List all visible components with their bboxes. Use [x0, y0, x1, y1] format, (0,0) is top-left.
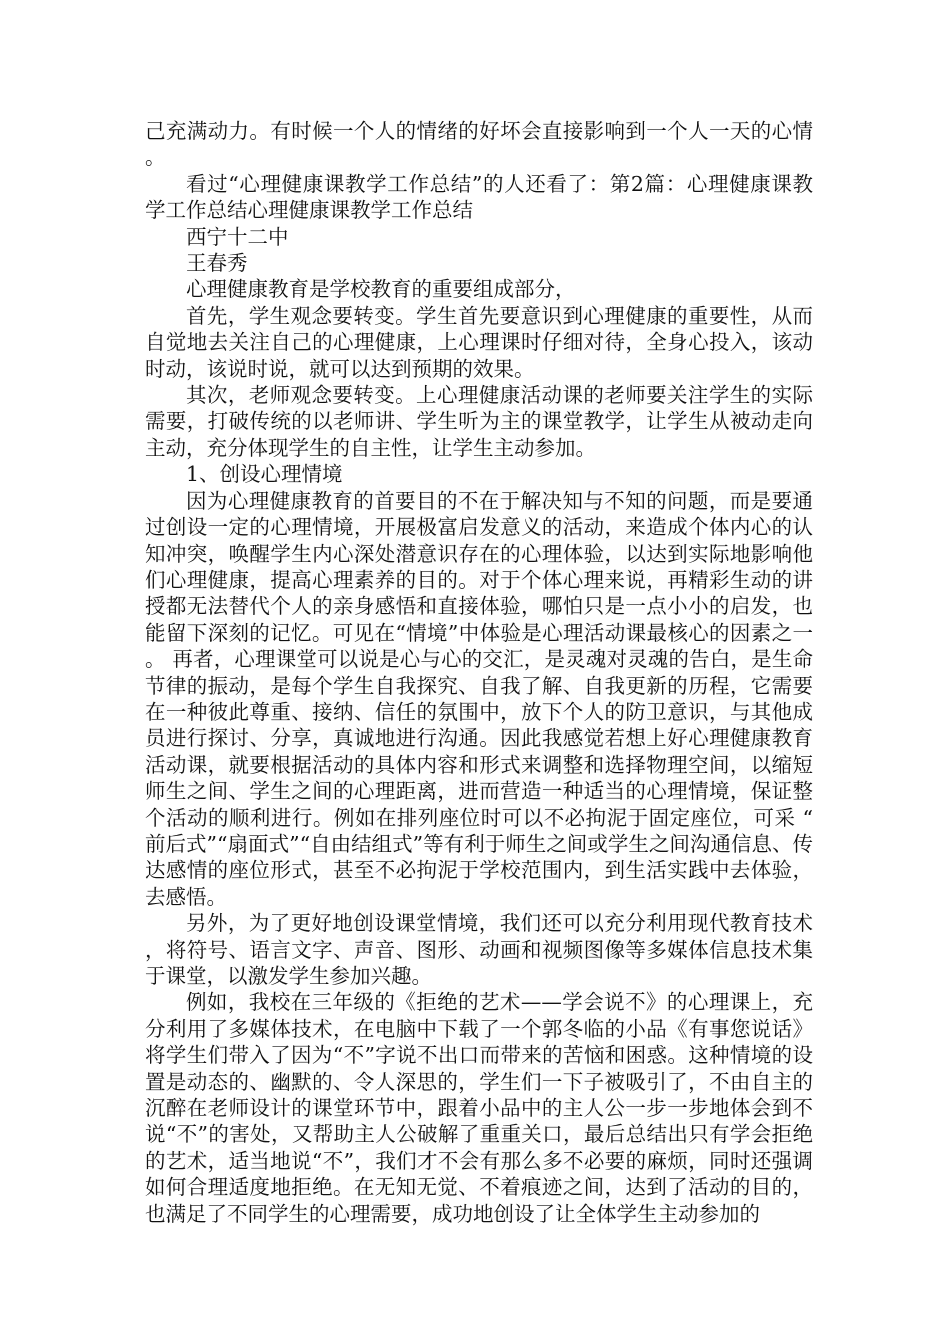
paragraph: 首先，学生观念要转变。学生首先要意识到心理健康的重要性，从而自觉地去关注自己的心理健康，上心理课时仔细对待，全身心投入，该动时动，该说时说，就可以达到预期的效果。 [145, 303, 813, 381]
paragraph: 例如，我校在三年级的《拒绝的艺术——学会说不》的心理课上，充分利用了多媒体技术，在电脑中下载了一个郭冬临的小品《有事您说话》将学生们带入了因为“不”字说不出口而带来的苦恼和困惑。这种情境的设置是动态的、幽默的、令人深思的，学生们一下子被吸引了，不由自主的沉醉在老师设计的课堂环节中，跟着小品中的主人公一步一步地体会到不说“不”的害处，又帮助主人公破解了重重关口，最后总结出只有学会拒绝的艺术，适当地说“不”，我们才不会有那么多不必要的麻烦，同时还强调如何合理适度地拒绝。在无知无觉、不着痕迹之间，达到了活动的目的，也满足了不同学生的心理需要，成功地创设了让全体学生主动参加的 [145, 990, 813, 1226]
paragraph: 因为心理健康教育的首要目的不在于解决知与不知的问题，而是要通过创设一定的心理情境，开展极富启发意义的活动，来造成个体内心的认知冲突，唤醒学生内心深处潜意识存在的心理体验，以达到实际地影响他们心理健康，提高心理素养的目的。对于个体心理来说，再精彩生动的讲授都无法替代个人的亲身感悟和直接体验，哪怕只是一点小小的启发，也能留下深刻的记忆。可见在“情境”中体验是心理活动课最核心的因素之一。 再者，心理课堂可以说是心与心的交汇，是灵魂对灵魂的告白，是生命节律的振动，是每个学生自我探究、自我了解、自我更新的历程，它需要在一种彼此尊重、接纳、信任的氛围中，放下个人的防卫意识，与其他成员进行探讨、分享，真诚地进行沟通。因此我感觉若想上好心理健康教育活动课，就要根据活动的具体内容和形式来调整和选择物理空间，以缩短师生之间、学生之间的心理距离，进而营造一种适当的心理情境，保证整个活动的顺利进行。例如在排列座位时可以不必拘泥于固定座位，可采 “前后式”“扇面式”“自由结组式”等有利于师生之间或学生之间沟通信息、传达感情的座位形式，甚至不必拘泥于学校范围内，到生活实践中去体验，去感悟。 [145, 488, 813, 909]
paragraph: 心理健康教育是学校教育的重要组成部分， [186, 277, 576, 302]
document-body [145, 118, 813, 1227]
paragraph: 己充满动力。有时候一个人的情绪的好坏会直接影响到一个人一天的心情。 [145, 119, 813, 170]
school-name: 西宁十二中 [186, 224, 289, 249]
paragraph: 其次，老师观念要转变。上心理健康活动课的老师要关注学生的实际需要，打破传统的以老师讲、学生听为主的课堂教学，让学生从被动走向主动，充分体现学生的自主性，让学生主动参加。 [145, 383, 813, 460]
section-heading: 1、创设心理情境 [186, 462, 343, 487]
paragraph: 另外，为了更好地创设课堂情境，我们还可以充分利用现代教育技术，将符号、语言文字、声音、图形、动画和视频图像等多媒体信息技术集于课堂，以激发学生参加兴趣。 [145, 911, 813, 988]
author-name: 王春秀 [186, 251, 248, 276]
paragraph: 看过“心理健康课教学工作总结”的人还看了：第2篇：心理健康课教学工作总结心理健康课教学工作总结 [145, 171, 813, 223]
